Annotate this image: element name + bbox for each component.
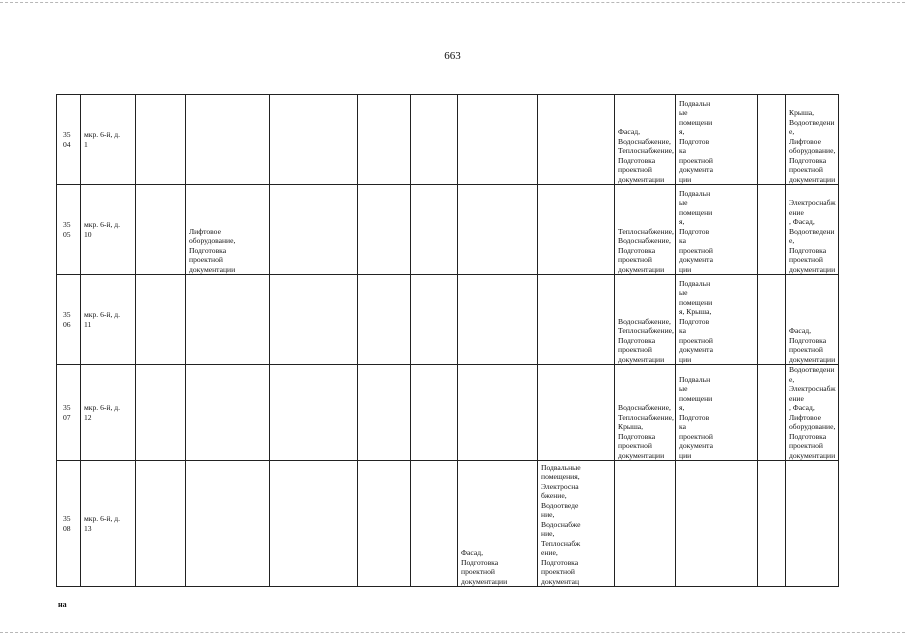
works-cell: Теплоснабжение, Водоснабжение, Подготовка проектной документации xyxy=(615,185,676,275)
works-cell: Водоснабжение, Теплоснабжение, Подготовка проектной документации xyxy=(615,275,676,365)
works-cell: Подвальные помещения, Электросна бжение, Водоотведе ние, Водоснабже ние, Теплоснабж ение, Подготовка проектной документац xyxy=(538,461,615,587)
empty-cell xyxy=(270,275,358,365)
works-cell xyxy=(538,275,615,365)
row-number: 35 08 xyxy=(57,461,81,587)
table-row xyxy=(57,461,839,587)
empty-cell xyxy=(411,275,458,365)
empty-cell xyxy=(411,365,458,461)
address-cell: мкр. 6-й, д. 12 xyxy=(81,365,136,461)
empty-cell xyxy=(358,365,411,461)
address-cell: мкр. 6-й, д. 10 xyxy=(81,185,136,275)
works-cell: Подвальн ые помещени я, Крыша, Подготов ка проектной документа ции xyxy=(676,275,758,365)
address-cell: мкр. 6-й, д. 1 xyxy=(81,95,136,185)
works-cell: Крыша, Водоотведение, Лифтовое оборудование, Подготовка проектной документации xyxy=(786,95,839,185)
works-cell: Подвальн ые помещени я, Подготов ка проектной документа ции xyxy=(676,185,758,275)
empty-cell xyxy=(358,95,411,185)
empty-cell xyxy=(136,461,186,587)
page-number: 663 xyxy=(444,50,461,62)
empty-cell xyxy=(411,461,458,587)
works-cell: Подвальн ые помещени я, Подготов ка проектной документа ции xyxy=(676,95,758,185)
address-cell: мкр. 6-й, д. 11 xyxy=(81,275,136,365)
row-number: 35 07 xyxy=(57,365,81,461)
empty-cell xyxy=(270,365,358,461)
empty-cell xyxy=(136,365,186,461)
works-cell xyxy=(458,365,538,461)
repair-schedule-table xyxy=(56,94,839,587)
works-cell xyxy=(186,461,270,587)
works-cell: Фасад, Подготовка проектной документации xyxy=(458,461,538,587)
scan-edge-bottom xyxy=(0,632,905,633)
empty-cell xyxy=(358,275,411,365)
empty-cell xyxy=(270,185,358,275)
works-cell xyxy=(786,461,839,587)
table-row xyxy=(57,185,839,275)
works-cell xyxy=(615,461,676,587)
works-cell: Водоснабжение, Теплоснабжение, Крыша, Подготовка проектной документации xyxy=(615,365,676,461)
works-cell xyxy=(538,95,615,185)
works-cell: Водоотведение, Электроснабжение , Фасад, Лифтовое оборудование, Подготовка проектной документации xyxy=(786,365,839,461)
table-row xyxy=(57,275,839,365)
works-cell xyxy=(758,185,786,275)
works-cell xyxy=(186,275,270,365)
empty-cell xyxy=(136,275,186,365)
table-row xyxy=(57,95,839,185)
works-cell xyxy=(758,461,786,587)
empty-cell xyxy=(358,461,411,587)
row-number: 35 06 xyxy=(57,275,81,365)
empty-cell xyxy=(136,185,186,275)
works-cell xyxy=(676,461,758,587)
footer-note: на xyxy=(58,600,67,609)
works-cell: Лифтовое оборудование, Подготовка проектной документации xyxy=(186,185,270,275)
works-cell xyxy=(538,365,615,461)
empty-cell xyxy=(411,95,458,185)
empty-cell xyxy=(358,185,411,275)
works-cell xyxy=(186,365,270,461)
works-cell xyxy=(758,365,786,461)
works-cell xyxy=(458,275,538,365)
scan-edge-top xyxy=(0,2,905,3)
row-number: 35 05 xyxy=(57,185,81,275)
empty-cell xyxy=(411,185,458,275)
works-cell: Подвальн ые помещени я, Подготов ка проектной документа ции xyxy=(676,365,758,461)
works-cell xyxy=(458,185,538,275)
works-cell xyxy=(186,95,270,185)
works-cell xyxy=(458,95,538,185)
works-cell: Электроснабжение , Фасад, Водоотведение, Подготовка проектной документации xyxy=(786,185,839,275)
empty-cell xyxy=(270,461,358,587)
works-cell xyxy=(758,95,786,185)
works-cell xyxy=(758,275,786,365)
works-cell: Фасад, Подготовка проектной документации xyxy=(786,275,839,365)
row-number: 35 04 xyxy=(57,95,81,185)
empty-cell xyxy=(270,95,358,185)
empty-cell xyxy=(136,95,186,185)
works-cell: Фасад, Водоснабжение, Теплоснабжение, Подготовка проектной документации xyxy=(615,95,676,185)
address-cell: мкр. 6-й, д. 13 xyxy=(81,461,136,587)
table-row xyxy=(57,365,839,461)
works-cell xyxy=(538,185,615,275)
